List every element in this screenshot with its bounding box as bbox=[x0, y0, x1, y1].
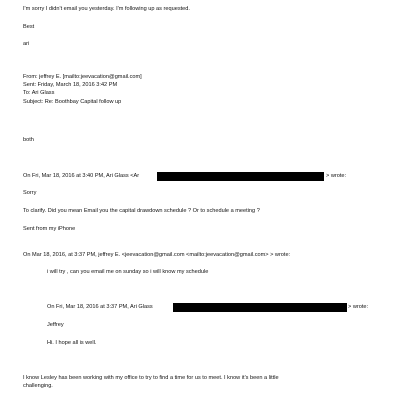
header-subject: Subject: Re: Boothbay Capital follow up bbox=[23, 99, 122, 105]
quote2-body: i will try , can you email me on sunday so i will know my schedule bbox=[47, 269, 209, 275]
quote3-hi: Hi. I hope all is well. bbox=[47, 340, 97, 346]
redaction-bar bbox=[157, 172, 324, 181]
quote1-sorry: Sorry bbox=[23, 190, 37, 196]
reply-text: both bbox=[23, 137, 34, 143]
quote3-attribution-suffix: > wrote: bbox=[348, 304, 369, 310]
quote1-clarify: To clarify. Did you mean Email you the capital drawdown schedule ? Or to schedule a meeting ? bbox=[23, 208, 260, 214]
header-to: To: Ari Glass bbox=[23, 90, 55, 96]
quote1-attribution-prefix: On Fri, Mar 18, 2016 at 3:40 PM, Ari Glass <Ar bbox=[23, 173, 140, 179]
redaction-bar bbox=[173, 303, 347, 312]
quote3-greeting: Jeffrey bbox=[47, 322, 64, 328]
quote1-sent-from: Sent from my iPhone bbox=[23, 226, 76, 232]
signoff-text: Best bbox=[23, 24, 35, 30]
signature-name: ari bbox=[23, 41, 30, 47]
quote3-paragraph-line1: I know Lesley has been working with my office to try to find a time for us to meet. I know it's been a little bbox=[23, 375, 279, 381]
quote1-attribution-suffix: > wrote: bbox=[326, 173, 347, 179]
quote2-attribution: On Mar 18, 2016, at 3:37 PM, jeffrey E. <jeevacation@gmail.com <mailto:jeevacation@gmail.com> > wrote: bbox=[23, 252, 291, 258]
header-sent: Sent: Friday, March 18, 2016 3:42 PM bbox=[23, 82, 118, 88]
header-from: From: jeffrey E. [mailto:jeevacation@gmail.com] bbox=[23, 74, 142, 80]
quote3-paragraph-line2: challenging. bbox=[23, 383, 53, 389]
quote3-attribution-prefix: On Fri, Mar 18, 2016 at 3:37 PM, Ari Glass bbox=[47, 304, 153, 310]
intro-text: I'm sorry I didn't email you yesterday. I'm following up as requested. bbox=[23, 6, 190, 12]
